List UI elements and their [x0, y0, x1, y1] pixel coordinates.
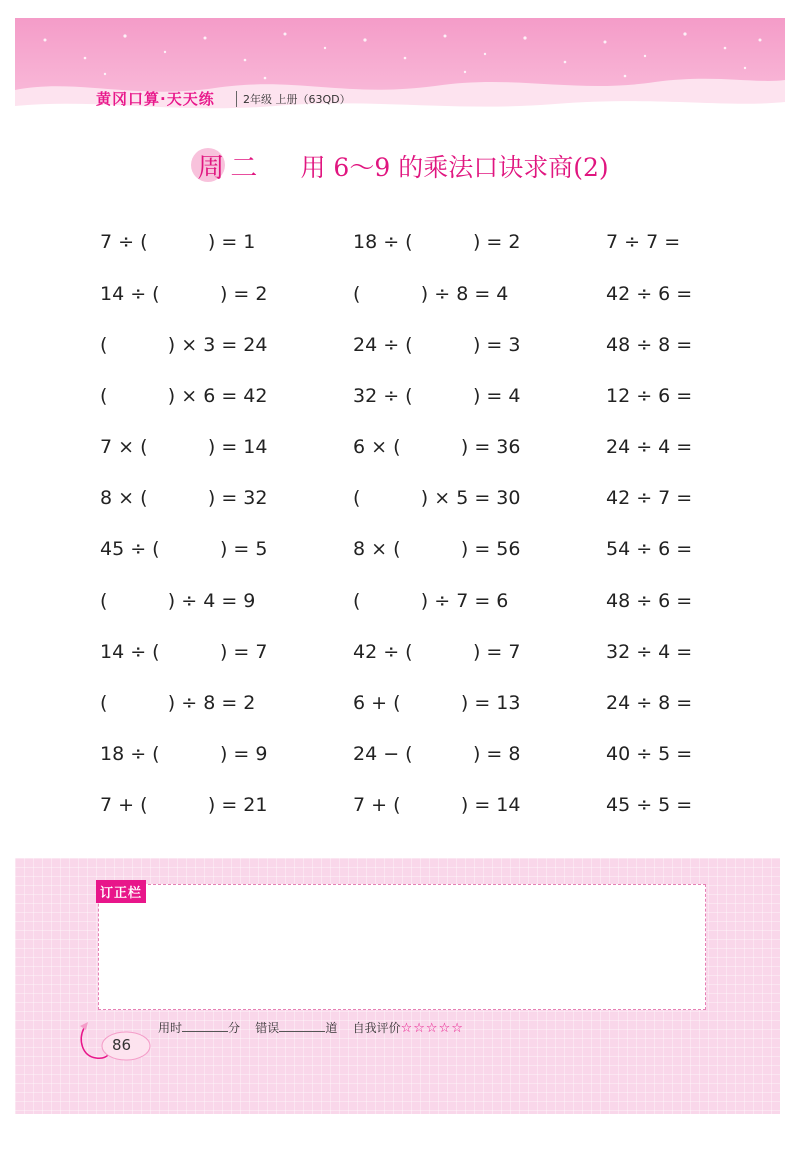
edition-label: 2年级 上册（63QD）	[236, 91, 351, 107]
errors-unit: 道	[325, 1021, 338, 1035]
problem-item: 42 ÷ ( ) = 7	[353, 641, 521, 663]
problem-item: 54 ÷ 6 =	[606, 538, 693, 560]
problem-item: 42 ÷ 6 =	[606, 283, 693, 305]
problem-item: 32 ÷ 4 =	[606, 641, 693, 663]
problem-item: 8 × ( ) = 56	[353, 538, 521, 560]
problem-item: 24 − ( ) = 8	[353, 743, 521, 765]
problem-item: ( ) ÷ 4 = 9	[100, 590, 256, 612]
problem-item: 48 ÷ 6 =	[606, 590, 693, 612]
problem-item: 6 × ( ) = 36	[353, 436, 521, 458]
rating-stars[interactable]: ☆☆☆☆☆	[400, 1021, 464, 1036]
problem-item: 7 × ( ) = 14	[100, 436, 268, 458]
problem-item: 18 ÷ ( ) = 2	[353, 231, 521, 253]
problem-item: 40 ÷ 5 =	[606, 743, 693, 765]
problem-item: 24 ÷ 8 =	[606, 692, 693, 714]
problem-item: 7 + ( ) = 21	[100, 794, 268, 816]
header-background	[15, 18, 785, 133]
problem-item: ( ) × 6 = 42	[100, 385, 268, 407]
errors-label: 错误	[255, 1021, 280, 1035]
page-title	[0, 146, 800, 186]
problem-item: 12 ÷ 6 =	[606, 385, 693, 407]
problem-item: 14 ÷ ( ) = 2	[100, 283, 268, 305]
problem-item: 8 × ( ) = 32	[100, 487, 268, 509]
time-blank[interactable]	[182, 1019, 228, 1032]
errors-blank[interactable]	[279, 1019, 325, 1032]
week-label: 周二	[191, 146, 269, 185]
problem-item: 32 ÷ ( ) = 4	[353, 385, 521, 407]
problem-item: 7 ÷ 7 =	[606, 231, 681, 253]
stats-line	[158, 1019, 464, 1036]
problem-item: 18 ÷ ( ) = 9	[100, 743, 268, 765]
problem-item: 14 ÷ ( ) = 7	[100, 641, 268, 663]
header-banner	[15, 18, 785, 133]
correction-label: 订正栏	[96, 880, 146, 903]
page-number: 86	[112, 1036, 132, 1054]
self-eval-label: 自我评价	[352, 1021, 401, 1035]
problem-item: ( ) × 5 = 30	[353, 487, 521, 509]
problem-item: 45 ÷ ( ) = 5	[100, 538, 268, 560]
problem-item: 24 ÷ ( ) = 3	[353, 334, 521, 356]
brand-title: 黄冈口算·天天练	[96, 90, 215, 108]
problem-item: 24 ÷ 4 =	[606, 436, 693, 458]
problem-item: 6 + ( ) = 13	[353, 692, 521, 714]
problem-item: ( ) × 3 = 24	[100, 334, 268, 356]
time-label: 用时	[158, 1021, 183, 1035]
problem-item: ( ) ÷ 8 = 4	[353, 283, 509, 305]
topic-title: 用 6～9 的乘法口诀求商(2)	[300, 152, 609, 182]
problem-item: ( ) ÷ 8 = 2	[100, 692, 256, 714]
minute-unit: 分	[228, 1021, 241, 1035]
problem-item: 7 ÷ ( ) = 1	[100, 231, 256, 253]
problem-item: 42 ÷ 7 =	[606, 487, 693, 509]
correction-box[interactable]	[98, 884, 706, 1010]
problem-item: 45 ÷ 5 =	[606, 794, 693, 816]
problem-item: 7 + ( ) = 14	[353, 794, 521, 816]
problem-item: 48 ÷ 8 =	[606, 334, 693, 356]
problem-item: ( ) ÷ 7 = 6	[353, 590, 509, 612]
